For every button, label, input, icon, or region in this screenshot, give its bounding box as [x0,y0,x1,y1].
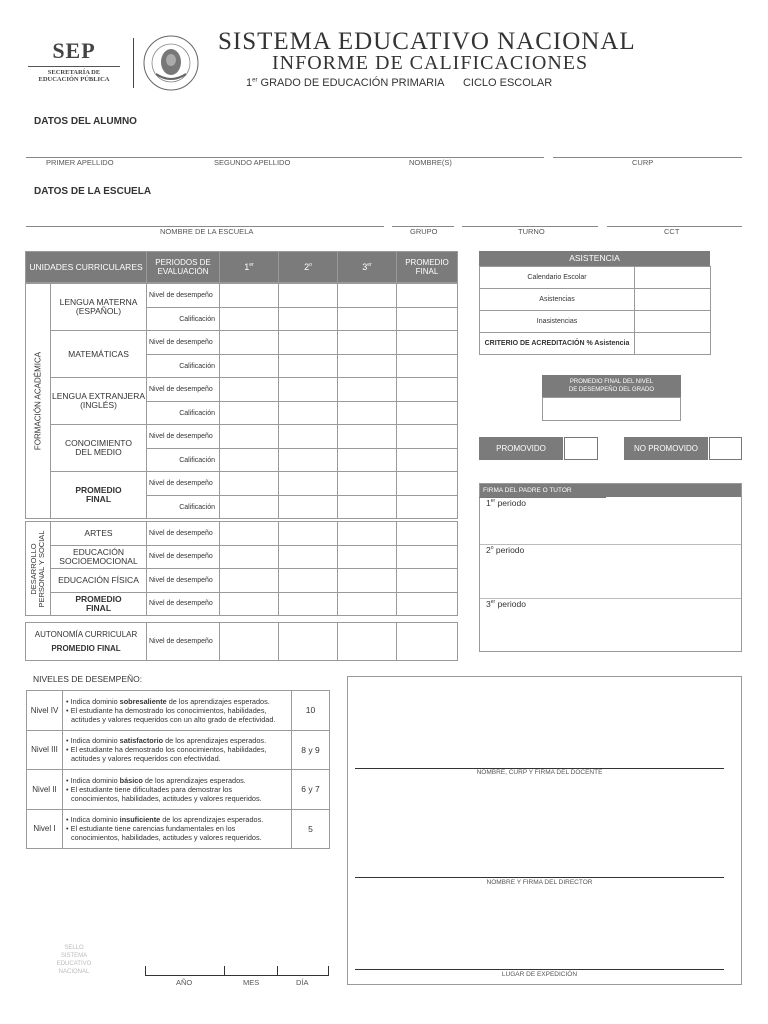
grade-cell-p2[interactable] [279,472,338,496]
level-desc-a2: de los aprendizajes esperados. [166,696,270,706]
col-period-3: 3er [338,252,397,283]
grade-cell-p2[interactable] [279,378,338,402]
subject-name [51,522,147,546]
level-desc-line1 [66,736,291,745]
level-score: 8 y 9 [292,730,330,770]
grade-cell-p1[interactable] [220,522,279,546]
subject-line1: CONOCIMIENTO [65,438,132,448]
levels-title: NIVELES DE DESEMPEÑO: [33,674,143,684]
level-desc-a1: • Indica dominio [66,696,120,706]
autonomy-p2-cell[interactable] [279,623,338,661]
personal-side-label [26,522,51,616]
not-promoted-checkbox[interactable] [709,437,742,460]
grade-cell-p1[interactable] [220,378,279,402]
level-desc-bold: satisfactorio [119,736,164,746]
grade-label: Calificación [147,496,220,519]
level-desc-line2: • El estudiante tiene dificultades para demostrar los [66,784,233,794]
level-desc-line3: actitudes y valores requeridos con un alto grado de efectividad. [71,714,276,724]
subject-line2: (ESPAÑOL) [75,306,122,316]
grade-cell-p2[interactable] [279,545,338,569]
table-row [26,545,458,569]
personal-side-line1: DESARROLLO [29,542,38,595]
date-day[interactable]: DÍA [296,978,309,987]
attendance-value-cell[interactable] [635,311,711,333]
level-name: Nivel IV [27,691,63,731]
table-row [27,730,330,770]
grade-cell-p1[interactable] [220,592,279,616]
date-month[interactable]: MES [243,978,260,987]
national-seal-icon [142,34,200,92]
col-units: UNIDADES CURRICULARES [26,252,147,283]
grade-cell-final[interactable] [397,331,458,355]
grade-cell-p1[interactable] [220,308,279,331]
subject-name [51,378,147,425]
grade-cell-p2[interactable] [279,425,338,449]
subject-line1: MATEMÁTICAS [68,348,129,359]
grade-cell-p2[interactable] [279,308,338,331]
date-year[interactable]: AÑO [176,978,193,987]
school-heading: DATOS DE LA ESCUELA [34,186,152,197]
level-name: Nivel I [27,809,63,849]
table-row [26,284,458,308]
subject-name [51,545,147,569]
not-promoted-label: NO PROMOVIDO [624,437,708,460]
grade-text: GRADO DE EDUCACIÓN PRIMARIA [260,77,444,89]
sep-logo [24,38,124,83]
col-periods: PERIODOS DE EVALUACIÓN [147,252,220,283]
level-desc-a1: • Indica dominio [66,815,120,825]
place-line[interactable] [355,969,724,970]
parent-p1-sign[interactable] [480,497,741,545]
attendance-title: ASISTENCIA [479,251,710,266]
level-label: Nivel de desempeño [147,472,220,496]
autonomy-label: AUTONOMÍA CURRICULAR PROMEDIO FINAL [26,623,147,661]
level-label: Nivel de desempeño [147,425,220,449]
grade-cell-p2[interactable] [279,402,338,425]
level-score: 6 y 7 [292,770,330,810]
grade-cell-p1[interactable] [220,355,279,378]
second-surname-field[interactable]: SEGUNDO APELLIDO [214,158,291,167]
parent-p3-sign[interactable] [480,599,741,651]
sep-sub2: EDUCACIÓN PÚBLICA [38,76,110,83]
table-row [26,592,458,616]
parent-p3-label: 3er periodo [486,599,526,609]
level-desc-line1 [66,776,291,785]
subject-line1: ARTES [84,527,113,538]
level-desc-line1 [66,697,291,706]
grade-cell-p3[interactable] [338,355,397,378]
grade-cell-p3[interactable] [338,378,397,402]
autonomy-level-label: Nivel de desempeño [147,623,220,661]
grade-cell-p3[interactable] [338,545,397,569]
table-row [480,333,711,355]
level-description [63,730,292,770]
academic-block [25,283,458,519]
subject-name [51,472,147,519]
col-period-2: 2$^o$ [279,252,338,283]
level-desc-a1: • Indica dominio [66,736,120,746]
grade-cell-p3[interactable] [338,425,397,449]
promoted-checkbox[interactable] [564,437,598,460]
grades-table [25,251,457,519]
level-score: 10 [292,691,330,731]
grade-label: Calificación [147,355,220,378]
grade-cell-p2[interactable] [279,522,338,546]
grade-cell-p1[interactable] [220,496,279,519]
table-row [27,809,330,849]
attendance-label: CRITERIO DE ACREDITACIÓN % Asistencia [480,333,635,355]
subject-line2: SOCIOEMOCIONAL [59,555,138,566]
level-desc-a2: de los aprendizajes esperados. [163,736,267,746]
grade-cell-p3[interactable] [338,331,397,355]
header-divider [133,38,134,88]
director-sign-line[interactable] [355,877,724,878]
grade-cell-final[interactable] [397,496,458,519]
names-field[interactable]: NOMBRE(S) [409,158,452,167]
final-level-input[interactable] [542,397,681,421]
grade-cell-p1[interactable] [220,569,279,593]
attendance-label: Asistencias [480,289,635,311]
level-desc-line2: • El estudiante ha demostrado los conocimientos, habilidades, [66,745,267,755]
grade-cell-final[interactable] [397,355,458,378]
subject-line1: EDUCACIÓN [72,546,124,557]
attendance-box [479,251,710,355]
level-desc-bold: sobresaliente [119,696,167,706]
level-label: Nivel de desempeño [147,522,220,546]
level-desc-line2: • El estudiante ha demostrado los conocimientos, habilidades, [66,705,267,715]
attendance-label: Calendario Escolar [480,267,635,289]
grade-cell-p1[interactable] [220,449,279,472]
grade-cell-final[interactable] [397,449,458,472]
subject-line2: FINAL [85,494,112,504]
subject-line1: PROMEDIO [75,485,122,495]
grade-cell-p3[interactable] [338,472,397,496]
table-row [480,267,711,289]
grade-cell-p1[interactable] [220,472,279,496]
level-label: Nivel de desempeño [147,331,220,355]
grade-label: Calificación [147,449,220,472]
grade-line [246,77,552,89]
level-score: 5 [292,809,330,849]
grade-cell-p3[interactable] [338,402,397,425]
grade-cell-final[interactable] [397,425,458,449]
personal-side-line2: PERSONAL Y SOCIAL [37,530,46,607]
grade-cell-final[interactable] [397,284,458,308]
subject-line1: EDUCACIÓN FÍSICA [58,574,139,585]
level-label: Nivel de desempeño [147,284,220,308]
final-level-header: PROMEDIO FINAL DEL NIVEL DE DESEMPEÑO DEL GRADO [542,375,681,397]
subject-name [51,592,147,616]
grade-sup: er [252,77,258,84]
autonomy-final-cell[interactable] [397,623,458,661]
grade-label: Calificación [147,402,220,425]
grade-cell-p3[interactable] [338,569,397,593]
grade-cell-p1[interactable] [220,402,279,425]
level-desc-line3: conocimientos, habilidades, actitudes y valores requeridos. [71,833,262,843]
grade-cell-final[interactable] [397,402,458,425]
title-main: SISTEMA EDUCATIVO NACIONAL [218,28,636,55]
student-heading: DATOS DEL ALUMNO [34,116,137,127]
table-row [26,569,458,593]
level-label: Nivel de desempeño [147,569,220,593]
grade-label: Calificación [147,308,220,331]
grade-cell-final[interactable] [397,308,458,331]
grade-cell-final[interactable] [397,522,458,546]
grade-number: 1 [246,77,253,89]
level-desc-bold: básico [119,775,143,785]
parent-title-underline [479,497,606,498]
group-field[interactable]: GRUPO [410,227,438,236]
attendance-value-cell[interactable] [635,289,711,311]
school-name-field[interactable]: NOMBRE DE LA ESCUELA [160,227,254,236]
subject-name [51,331,147,378]
grade-cell-p2[interactable] [279,496,338,519]
autonomy-p1-cell[interactable] [220,623,279,661]
level-description [63,809,292,849]
cycle-label: CICLO ESCOLAR [462,77,553,89]
col-period-1: 1er [220,252,279,283]
parent-title: FIRMA DEL PADRE O TUTOR [480,484,741,497]
level-desc-a2: de los aprendizajes esperados. [160,815,264,825]
grade-cell-p3[interactable] [338,308,397,331]
date-bar [145,966,329,976]
table-row [26,425,458,449]
grade-cell-p1[interactable] [220,331,279,355]
attendance-label: Inasistencias [480,311,635,333]
director-sign-label: NOMBRE Y FIRMA DEL DIRECTOR [486,879,593,886]
subject-name [51,569,147,593]
grade-cell-p1[interactable] [220,545,279,569]
table-row [480,289,711,311]
grade-cell-p2[interactable] [279,449,338,472]
seal-placeholder: SELLO SISTEMA EDUCATIVO NACIONAL [56,945,92,975]
grade-cell-p3[interactable] [338,592,397,616]
subject-name [51,284,147,331]
sep-logo-text: SEP [52,38,96,63]
signatures-box [347,676,742,985]
table-row [27,770,330,810]
level-desc-line3: actitudes y valores requeridos con efectividad. [71,754,221,764]
grade-cell-final[interactable] [397,545,458,569]
grade-cell-p3[interactable] [338,284,397,308]
sep-sub1: SECRETARÍA DE [47,69,101,76]
grade-cell-p3[interactable] [338,496,397,519]
level-label: Nivel de desempeño [147,592,220,616]
table-row [26,472,458,496]
grade-cell-p1[interactable] [220,284,279,308]
level-label: Nivel de desempeño [147,378,220,402]
promoted-label: PROMOVIDO [479,437,563,460]
parent-p2-label: 2$^o$ periodo [486,545,525,555]
level-name: Nivel II [27,770,63,810]
grade-cell-p2[interactable] [279,592,338,616]
grade-cell-final[interactable] [397,592,458,616]
subject-line2: DEL MEDIO [75,447,122,457]
grade-cell-p3[interactable] [338,522,397,546]
subject-line1: LENGUA EXTRANJERA [51,391,146,401]
grade-cell-p2[interactable] [279,284,338,308]
level-description [63,770,292,810]
col-final: PROMEDIO FINAL [397,252,458,283]
levels-table [26,690,330,849]
grade-cell-p2[interactable] [279,569,338,593]
subject-name [51,425,147,472]
subject-line1: LENGUA MATERNA [59,297,138,307]
level-desc-line2: • El estudiante tiene carencias fundamentales en los [66,824,236,834]
academic-side-label [26,284,51,519]
table-row [26,331,458,355]
first-surname-field[interactable]: PRIMER APELLIDO [46,158,114,167]
table-row [26,522,458,546]
personal-side-text [30,530,46,607]
level-desc-bold: insuficiente [119,815,161,825]
cct-field[interactable]: CCT [664,227,680,236]
grade-cell-final[interactable] [397,472,458,496]
level-desc-a1: • Indica dominio [66,775,120,785]
grade-cell-p2[interactable] [279,355,338,378]
grade-cell-p3[interactable] [338,449,397,472]
level-name: Nivel III [27,730,63,770]
teacher-sign-label: NOMBRE, CURP Y FIRMA DEL DOCENTE [476,769,603,776]
attendance-value-cell[interactable] [635,267,711,289]
autonomy-p3-cell[interactable] [338,623,397,661]
academic-side-text: FORMACIÓN ACADÉMICA [33,351,43,451]
subject-line2: (INGLÉS) [80,400,117,410]
level-desc-line3: conocimientos, habilidades, actitudes y valores requeridos. [71,793,262,803]
attendance-value-cell[interactable] [635,333,711,355]
subject-line2: FINAL [85,602,112,613]
grade-cell-final[interactable] [397,569,458,593]
level-description [63,691,292,731]
parent-p1-label: 1er periodo [486,498,526,508]
table-row [26,378,458,402]
grade-cell-p1[interactable] [220,425,279,449]
level-desc-line1 [66,815,291,824]
table-row [480,311,711,333]
grade-cell-p2[interactable] [279,331,338,355]
curp-field[interactable]: CURP [632,158,654,167]
title-sub: INFORME DE CALIFICACIONES [272,52,589,74]
table-row [27,691,330,731]
subject-line1: PROMEDIO [75,593,122,604]
parent-p2-sign[interactable] [480,545,741,599]
place-label: LUGAR DE EXPEDICIÓN [501,971,578,978]
autonomy-block [25,622,458,661]
personal-block [25,521,458,616]
grade-cell-final[interactable] [397,378,458,402]
parent-signature-box [479,483,742,652]
level-label: Nivel de desempeño [147,545,220,569]
shift-field[interactable]: TURNO [518,227,545,236]
level-desc-a2: de los aprendizajes esperados. [142,775,246,785]
